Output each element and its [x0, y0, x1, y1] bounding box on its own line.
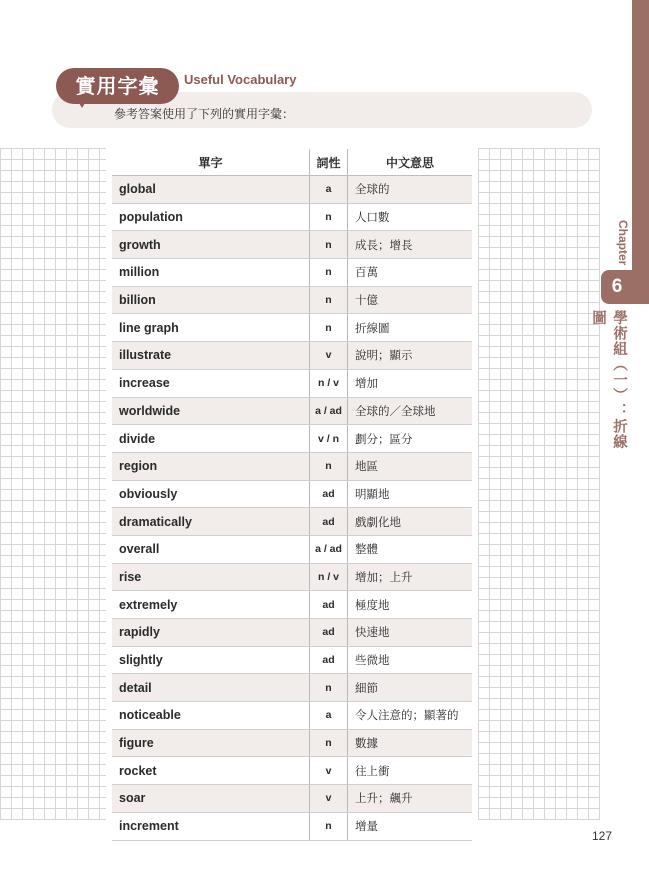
cell-word: soar: [112, 785, 310, 813]
table-row: [112, 812, 472, 840]
cell-meaning: 說明；顯示: [348, 342, 473, 370]
cell-meaning: 劃分；區分: [348, 425, 473, 453]
cell-meaning: 令人注意的；顯著的: [348, 702, 473, 730]
table-row: [112, 619, 472, 647]
table-row: [112, 480, 472, 508]
cell-pos: n / v: [310, 563, 348, 591]
table-row: [112, 757, 472, 785]
cell-meaning: 數據: [348, 729, 473, 757]
cell-meaning: 往上衝: [348, 757, 473, 785]
cell-meaning: 全球的／全球地: [348, 397, 473, 425]
table-row: [112, 314, 472, 342]
table-row: [112, 176, 472, 204]
table-row: [112, 535, 472, 563]
cell-meaning: 人口數: [348, 203, 473, 231]
cell-pos: n: [310, 259, 348, 287]
cell-meaning: 成長；增長: [348, 231, 473, 259]
cell-word: line graph: [112, 314, 310, 342]
cell-meaning: 增加: [348, 369, 473, 397]
cell-word: increment: [112, 812, 310, 840]
section-note: 參考答案使用了下列的實用字彙：: [114, 107, 295, 121]
cell-pos: n: [310, 729, 348, 757]
table-row: [112, 508, 472, 536]
cell-meaning: 百萬: [348, 259, 473, 287]
header-part-of-speech: 詞性: [310, 149, 348, 176]
cell-word: population: [112, 203, 310, 231]
table-header-row: [112, 149, 472, 176]
cell-pos: n: [310, 231, 348, 259]
table-row: [112, 203, 472, 231]
cell-pos: n: [310, 674, 348, 702]
cell-word: extremely: [112, 591, 310, 619]
table-row: [112, 646, 472, 674]
table-row: [112, 785, 472, 813]
cell-word: slightly: [112, 646, 310, 674]
cell-pos: v: [310, 757, 348, 785]
cell-meaning: 全球的: [348, 176, 473, 204]
cell-meaning: 十億: [348, 286, 473, 314]
cell-meaning: 地區: [348, 452, 473, 480]
cell-meaning: 些微地: [348, 646, 473, 674]
table-row: [112, 452, 472, 480]
cell-meaning: 整體: [348, 535, 473, 563]
graph-paper-right: [478, 148, 600, 820]
cell-pos: v: [310, 785, 348, 813]
graph-paper-left: [0, 148, 106, 820]
table-row: [112, 397, 472, 425]
cell-pos: v / n: [310, 425, 348, 453]
cell-word: figure: [112, 729, 310, 757]
header-word: 單字: [112, 149, 310, 176]
page-number: 127: [592, 829, 613, 843]
cell-pos: a / ad: [310, 397, 348, 425]
cell-pos: a: [310, 702, 348, 730]
table-row: [112, 702, 472, 730]
cell-meaning: 快速地: [348, 619, 473, 647]
section-title-en: Useful Vocabulary: [184, 72, 297, 87]
cell-word: billion: [112, 286, 310, 314]
table-row: [112, 674, 472, 702]
cell-pos: n: [310, 452, 348, 480]
cell-pos: n / v: [310, 369, 348, 397]
vocabulary-table: [112, 149, 472, 841]
cell-pos: ad: [310, 619, 348, 647]
table-row: [112, 591, 472, 619]
header-meaning: 中文意思: [348, 149, 473, 176]
cell-pos: ad: [310, 508, 348, 536]
cell-meaning: 細節: [348, 674, 473, 702]
table-row: [112, 231, 472, 259]
cell-word: increase: [112, 369, 310, 397]
cell-meaning: 極度地: [348, 591, 473, 619]
cell-meaning: 上升；飆升: [348, 785, 473, 813]
table-row: [112, 425, 472, 453]
cell-pos: a: [310, 176, 348, 204]
cell-word: region: [112, 452, 310, 480]
cell-word: illustrate: [112, 342, 310, 370]
cell-word: worldwide: [112, 397, 310, 425]
cell-pos: n: [310, 286, 348, 314]
section-title-zh: 實用字彙: [75, 74, 160, 98]
cell-meaning: 折線圖: [348, 314, 473, 342]
table-row: [112, 259, 472, 287]
cell-word: million: [112, 259, 310, 287]
chapter-label: Chapter: [616, 220, 630, 266]
cell-word: overall: [112, 535, 310, 563]
cell-word: rapidly: [112, 619, 310, 647]
cell-word: obviously: [112, 480, 310, 508]
chapter-number: 6: [611, 276, 623, 297]
cell-meaning: 戲劇化地: [348, 508, 473, 536]
cell-pos: ad: [310, 646, 348, 674]
table-row: [112, 342, 472, 370]
cell-pos: v: [310, 342, 348, 370]
cell-word: noticeable: [112, 702, 310, 730]
chapter-title: 學術組（一）：折線圖: [590, 310, 627, 450]
cell-pos: a / ad: [310, 535, 348, 563]
table-row: [112, 729, 472, 757]
cell-word: detail: [112, 674, 310, 702]
cell-pos: ad: [310, 480, 348, 508]
table-row: [112, 563, 472, 591]
table-row: [112, 286, 472, 314]
cell-word: growth: [112, 231, 310, 259]
cell-word: divide: [112, 425, 310, 453]
table-row: [112, 369, 472, 397]
cell-meaning: 明顯地: [348, 480, 473, 508]
cell-pos: ad: [310, 591, 348, 619]
cell-word: rise: [112, 563, 310, 591]
cell-word: global: [112, 176, 310, 204]
cell-pos: n: [310, 812, 348, 840]
cell-word: rocket: [112, 757, 310, 785]
cell-pos: n: [310, 203, 348, 231]
cell-meaning: 增加；上升: [348, 563, 473, 591]
cell-pos: n: [310, 314, 348, 342]
cell-word: dramatically: [112, 508, 310, 536]
cell-meaning: 增量: [348, 812, 473, 840]
vocabulary-table-body: [112, 176, 472, 841]
